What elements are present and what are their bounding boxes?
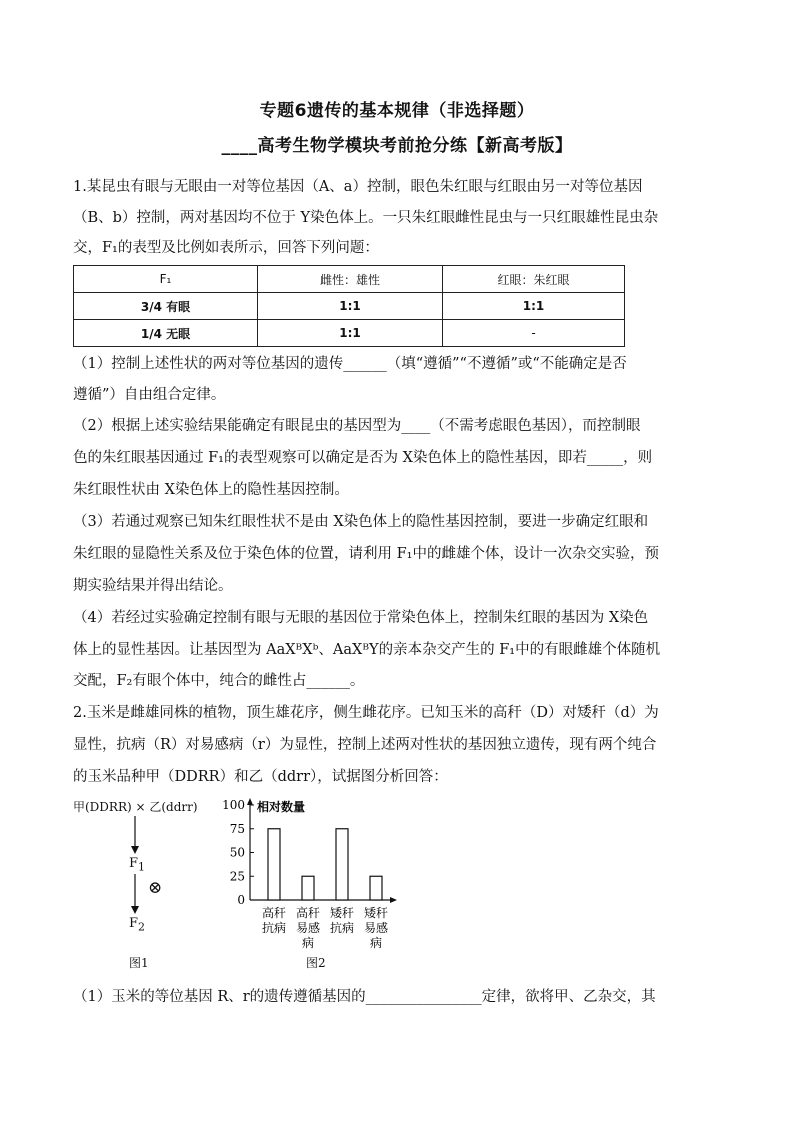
x-tick-label: 高秆 [261, 906, 287, 920]
x-tick-label: 病 [369, 936, 383, 950]
f1-phenotype-table [73, 265, 625, 347]
figure-1-caption: 图1 [129, 956, 149, 970]
y-axis-arrow [247, 798, 253, 805]
table-cell: 3/4 有眼 [74, 293, 258, 320]
selfing-symbol: ⊗ [148, 878, 163, 898]
page-title: 专题6遗传的基本规律（非选择题） [259, 101, 535, 121]
x-tick-label: 抗病 [261, 921, 287, 935]
q2-text-line-3: 的玉米品种甲（DDRR）和乙（ddrr），试据图分析回答： [73, 769, 448, 785]
table-cell: 1:1 [258, 320, 443, 347]
q1-part3-line-3: 期实验结果并得出结论。 [73, 578, 233, 594]
x-tick-label: 易感 [363, 921, 389, 935]
x-tick-label: 病 [301, 936, 315, 950]
arrow-head [131, 846, 139, 854]
y-tick-label: 100 [222, 798, 245, 812]
table-cell: 1:1 [443, 293, 625, 320]
x-axis-arrow [390, 897, 397, 903]
q1-part2-line-2: 色的朱红眼基因通过 F₁的表型观察可以确定是否为 X染色体上的隐性基因，即若_____，则 [73, 450, 653, 466]
table-header-cell: F₁ [74, 266, 258, 293]
q1-part2-line-3: 朱红眼性状由 X染色体上的隐性基因控制。 [73, 482, 349, 498]
table-cell: 1/4 无眼 [74, 320, 258, 347]
figure-2-bar-chart [215, 795, 405, 975]
table-row [74, 320, 625, 347]
q2-part1-line: （1）玉米的等位基因 R、r的遗传遵循基因的________________定律，欲将甲、乙杂交，其 [73, 989, 656, 1005]
cross-label: 甲(DDRR) × 乙(ddrr) [73, 800, 198, 814]
page-subtitle: ____高考生物学模块考前抢分练【新高考版】 [221, 136, 573, 156]
figure-1-cross-diagram [73, 798, 203, 973]
x-tick-label: 高秆 [295, 906, 321, 920]
x-tick-label: 易感 [295, 921, 321, 935]
table-cell: 1:1 [258, 293, 443, 320]
q1-text-line-2: （B、b）控制，两对基因均不位于 Y染色体上。一只朱红眼雌性昆虫与一只红眼雄性昆虫杂 [73, 210, 659, 226]
x-tick-label: 矮秆 [363, 906, 389, 920]
y-tick-label: 50 [229, 845, 245, 860]
figure-2-caption: 图2 [306, 956, 326, 970]
bar [370, 876, 382, 900]
table-header-cell: 雌性：雄性 [258, 266, 443, 293]
x-tick-label: 抗病 [329, 921, 355, 935]
table-row [74, 293, 625, 320]
y-tick-label: 75 [229, 821, 245, 836]
x-tick-label: 矮秆 [329, 906, 355, 920]
q2-text-line-2: 显性，抗病（R）对易感病（r）为显性，控制上述两对性状的基因独立遗传，现有两个纯合 [73, 737, 657, 753]
q1-part3-line-2: 朱红眼的显隐性关系及位于染色体的位置，请利用 F₁中的雌雄个体，设计一次杂交实验，预 [73, 546, 659, 562]
q1-part1-line-2: 遵循”）自由组合定律。 [73, 387, 226, 403]
f2-generation-label: $F_2$ [129, 916, 146, 934]
q1-part3-line-1: （3）若通过观察已知朱红眼性状不是由 X染色体上的隐性基因控制，要进一步确定红眼和 [73, 514, 649, 530]
arrow-head [131, 906, 139, 914]
q1-part4-line-2: 体上的显性基因。让基因型为 AaXᴮXᵇ、AaXᴮY的亲本杂交产生的 F₁中的有眼雌雄个体随机 [73, 642, 661, 658]
table-cell: - [443, 320, 625, 347]
q1-part4-line-1: （4）若经过实验确定控制有眼与无眼的基因位于常染色体上，控制朱红眼的基因为 X染色 [73, 610, 649, 626]
q1-part4-line-3: 交配，F₂有眼个体中，纯合的雌性占______。 [73, 673, 365, 689]
table-header-cell: 红眼：朱红眼 [443, 266, 625, 293]
y-tick-label: 0 [237, 893, 245, 907]
q1-text-line-1: 1.某昆虫有眼与无眼由一对等位基因（A、a）控制，眼色朱红眼与红眼由另一对等位基因 [73, 179, 643, 195]
y-tick-label: 25 [229, 869, 245, 884]
bar [336, 829, 348, 900]
y-axis-label: 相对数量 [257, 800, 306, 814]
q1-part2-line-1: （2）根据上述实验结果能确定有眼昆虫的基因型为____（不需考虑眼色基因），而控制眼 [73, 418, 641, 434]
q1-part1-line-1: （1）控制上述性状的两对等位基因的遗传______（填“遵循”“不遵循”或“不能确定是否 [73, 356, 627, 372]
bar [302, 876, 314, 900]
bar [268, 829, 280, 900]
f1-generation-label: $F_1$ [129, 856, 146, 874]
table-header-row [74, 266, 625, 293]
q1-text-line-3: 交，F₁的表型及比例如表所示，回答下列问题： [73, 240, 379, 256]
q2-text-line-1: 2.玉米是雌雄同株的植物，顶生雄花序，侧生雌花序。已知玉米的高秆（D）对矮秆（d）为 [73, 705, 659, 721]
cross-arrows [73, 798, 203, 973]
